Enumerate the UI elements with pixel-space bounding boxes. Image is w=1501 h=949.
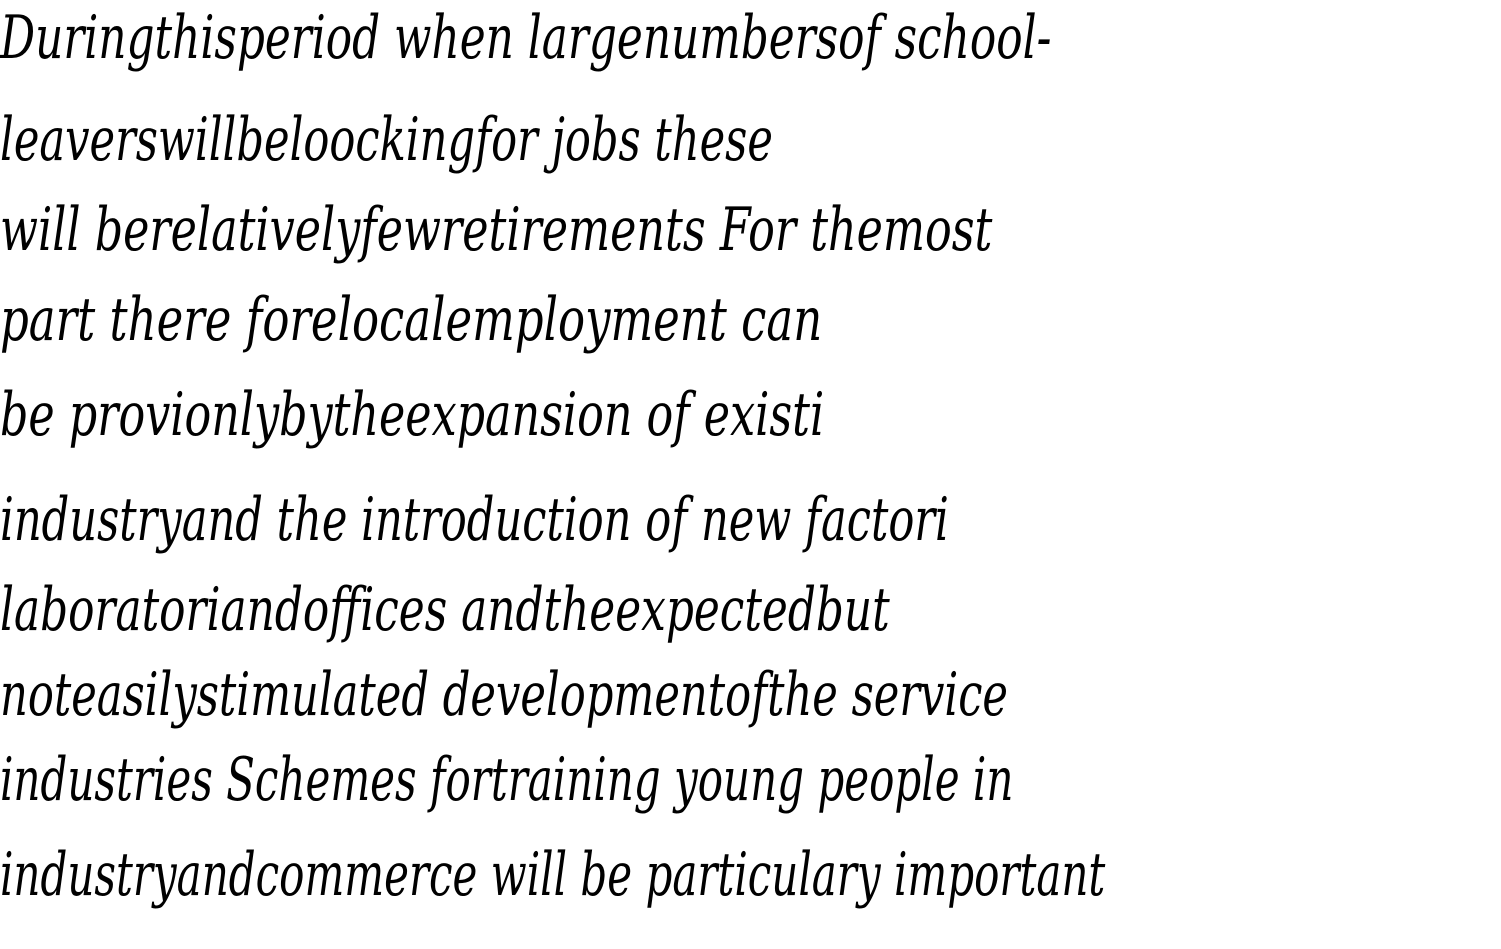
handwritten-line-5: be provionlybytheexpansion of existi (0, 380, 825, 450)
handwritten-line-2: leaverswillbeloockingfor jobs these (0, 105, 773, 175)
handwritten-line-7: laboratoriandoffices andtheexpectedbut (0, 575, 890, 645)
handwritten-line-3: will berelativelyfewretirements For themost (0, 195, 993, 265)
handwritten-line-6: industryand the introduction of new factori (0, 485, 949, 555)
handwritten-line-8: noteasilystimulated developmentofthe service (0, 660, 1008, 730)
handwritten-line-9: industries Schemes fortraining young people in (0, 745, 1014, 815)
handwritten-line-4: part there forelocalemployment can (0, 285, 823, 355)
handwritten-line-1: Duringthisperiod when largenumbersof school- (0, 3, 1052, 73)
handwritten-line-10: industryandcommerce will be particulary important (0, 840, 1106, 910)
